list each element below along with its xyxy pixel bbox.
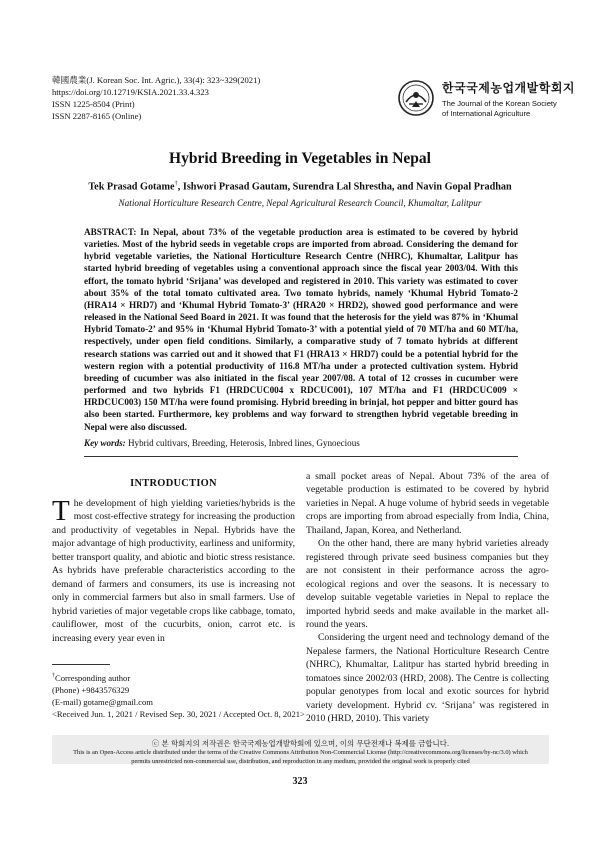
license-text-line1: This is an Open-Access article distributed under the terms of the Creative Commons Attribution Non-Commercial License (http://creativecommons.org/licenses/by-nc/3.0) which [73,749,528,756]
right-column [306,470,549,726]
intro-paragraph-1-continued: a small pocket areas of Nepal. About 73% of the area of vegetable production is estimated to be covered by hybrid varieties in Nepal. A huge volume of hybrid seeds in vegetable crops are importing from abroad especially from India, China, Thailand, Japan, Korea, and Netherland. [306,471,549,536]
license-box [52,735,549,764]
section-heading-introduction: INTRODUCTION [130,478,217,489]
society-name-english [442,99,575,119]
intro-paragraph-3: Considering the urgent need and technology demand of the Nepalese farmers, the National Horticulture Research Centre (NHRC), Khumaltar, Lalitpur has started hybrid breeding in tomatoes since 2002/03 (HRD, 2008). The Centre is collecting popular genotypes from local and exotic sources for hybrid variety development. Hybrid cv. ‘Srijana’ was registered in 2010 (HRD, 2010). This variety [306,632,549,725]
society-name-korean: 한국국제농업개발학회지 [442,81,576,95]
footnote-mark: † [52,673,55,679]
journal-header [52,74,260,122]
author-email[interactable]: (E-mail) gotame@gmail.com [52,696,153,707]
left-column [52,497,295,645]
keywords-list: Hybrid cultivars, Breeding, Heterosis, Inbred lines, Gynoecious [127,438,360,448]
issn-print: ISSN 1225-8504 (Print) [52,99,135,109]
page-number: 323 [292,776,308,787]
abstract: ABSTRACT: In Nepal, about 73% of the vegetable production area is estimated to be covered by hybrid varieties. Most of the hybrid seeds in vegetable crops are imported from abroad. Considering the demand for hybrid vegetable varieties, the National Horticulture Research Centre (NHRC), Khumaltar, Lalitpur has started hybrid breeding of vegetables using a conventional approach since the fiscal year 2003/04. With this effort, the tomato hybrid ‘Srijana’ was developed and registered in 2010. This variety was estimated to cover about 35% of the total tomato cultivated area. Two tomato hybrids, namely ‘Khumal Hybrid Tomato-2 (HRA14 × HRD7) and ‘Khumal Hybrid Tomato-3’ (HRA20 × HRD2), showed good performance and were released in the National Seed Board in 2021. It was found that the heterosis for the yield was 87% in ‘Khumal Hybrid Tomato-2’ and 95% in ‘Khumal Hybrid Tomato-3’ with a potential yield of 70 MT/ha and 60 MT/ha, respectively, under open field conditions. Similarly, a comparative study of 7 tomato hybrids at different research stations was carried out and it showed that F1 (HRA13 × HRD7) could be a potential hybrid for the western region with a potential productivity of 116.8 MT/ha under a protected cultivation system. Hybrid breeding of cucumber was also initiated in the fiscal year 2007/08. A total of 12 crosses in cucumber were performed and two hybrids F1 (HRDCUC004 x RDCUC001), 107 MT/ha and F1 (HRDCUC009 × HRDCUC003) 150 MT/ha were found promising. Hybrid breeding in brinjal, hot pepper and bitter gourd has also been started. Furthermore, key problems and way forward to strengthen hybrid vegetable breeding in Nepal were also discussed. [84,227,518,432]
society-name [442,79,575,119]
corresponding-mark: † [174,180,178,187]
society-name-en-line2: of International Agriculture [442,109,531,118]
intro-paragraph-1: he development of high yielding varieties/hybrids is the most cost-effective strategy for increasing the production and productivity of vegetables in Nepal. Hybrids have the major advantage of high productivity, earliness and uniformity, better transport quality, and abiotic and biotic stress resistance. As hybrids have preferable characteristics according to the demand of farmers and consumers, its use is increasing not only in commercial farmers but also in small farmers. Use of hybrid varieties of major vegetable crops like cabbage, tomato, cauliflower, most of the cucurbits, onion, carrot etc. is increasing every year even in [52,498,295,644]
footnote-divider [52,664,110,665]
paper-title: Hybrid Breeding in Vegetables in Nepal [169,150,431,167]
first-author: Tek Prasad Gotame [88,181,175,193]
co-authors: , Ishwori Prasad Gautam, Surendra Lal Shrestha, and Navin Gopal Pradhan [177,181,512,193]
doi-link[interactable]: https://doi.org/10.12719/KSIA.2021.33.4.323 [52,87,209,97]
license-text-line2: permits unrestricted non-commercial use, distribution, and reproduction in any medium, provided the original work is properly cited [131,757,470,765]
author-phone: (Phone) +9843576329 [52,684,130,695]
author-list [0,180,600,192]
journal-citation: 韓國農業(J. Korean Soc. Int. Agric.), 33(4): 323~329(2021) [52,75,261,85]
affiliation: National Horticulture Research Centre, Nepal Agricultural Research Council, Khumaltar, Lalitpur [118,198,482,208]
society-name-en-line1: The Journal of the Korean Society [442,99,557,108]
keywords-label: Key words: [84,438,126,448]
received-dates: <Received Jun. 1, 2021 / Revised Sep. 30, 2021 / Accepted Oct. 8, 2021> [52,708,305,719]
corresponding-author: Corresponding author [55,672,131,683]
society-logo-icon [398,80,434,116]
issn-online: ISSN 2287-8165 (Online) [52,111,142,121]
intro-paragraph-2: On the other hand, there are many hybrid varieties already registered through private seed business companies but they are not consistent in their performance across the agro-ecological regions and over the seasons. It is necessary to develop suitable vegetable varieties in Nepal to replace the imported hybrid seeds and make available in the market all-round the years. [306,538,549,630]
copyright-notice-korean: ⓒ 본 학회지의 저작권은 한국국제농업개발학회에 있으며, 이의 무단전재나 복제를 금합니다. [151,739,450,748]
drop-cap: T [52,495,70,527]
divider [84,456,518,457]
keywords [84,438,518,448]
footnote [52,670,305,720]
